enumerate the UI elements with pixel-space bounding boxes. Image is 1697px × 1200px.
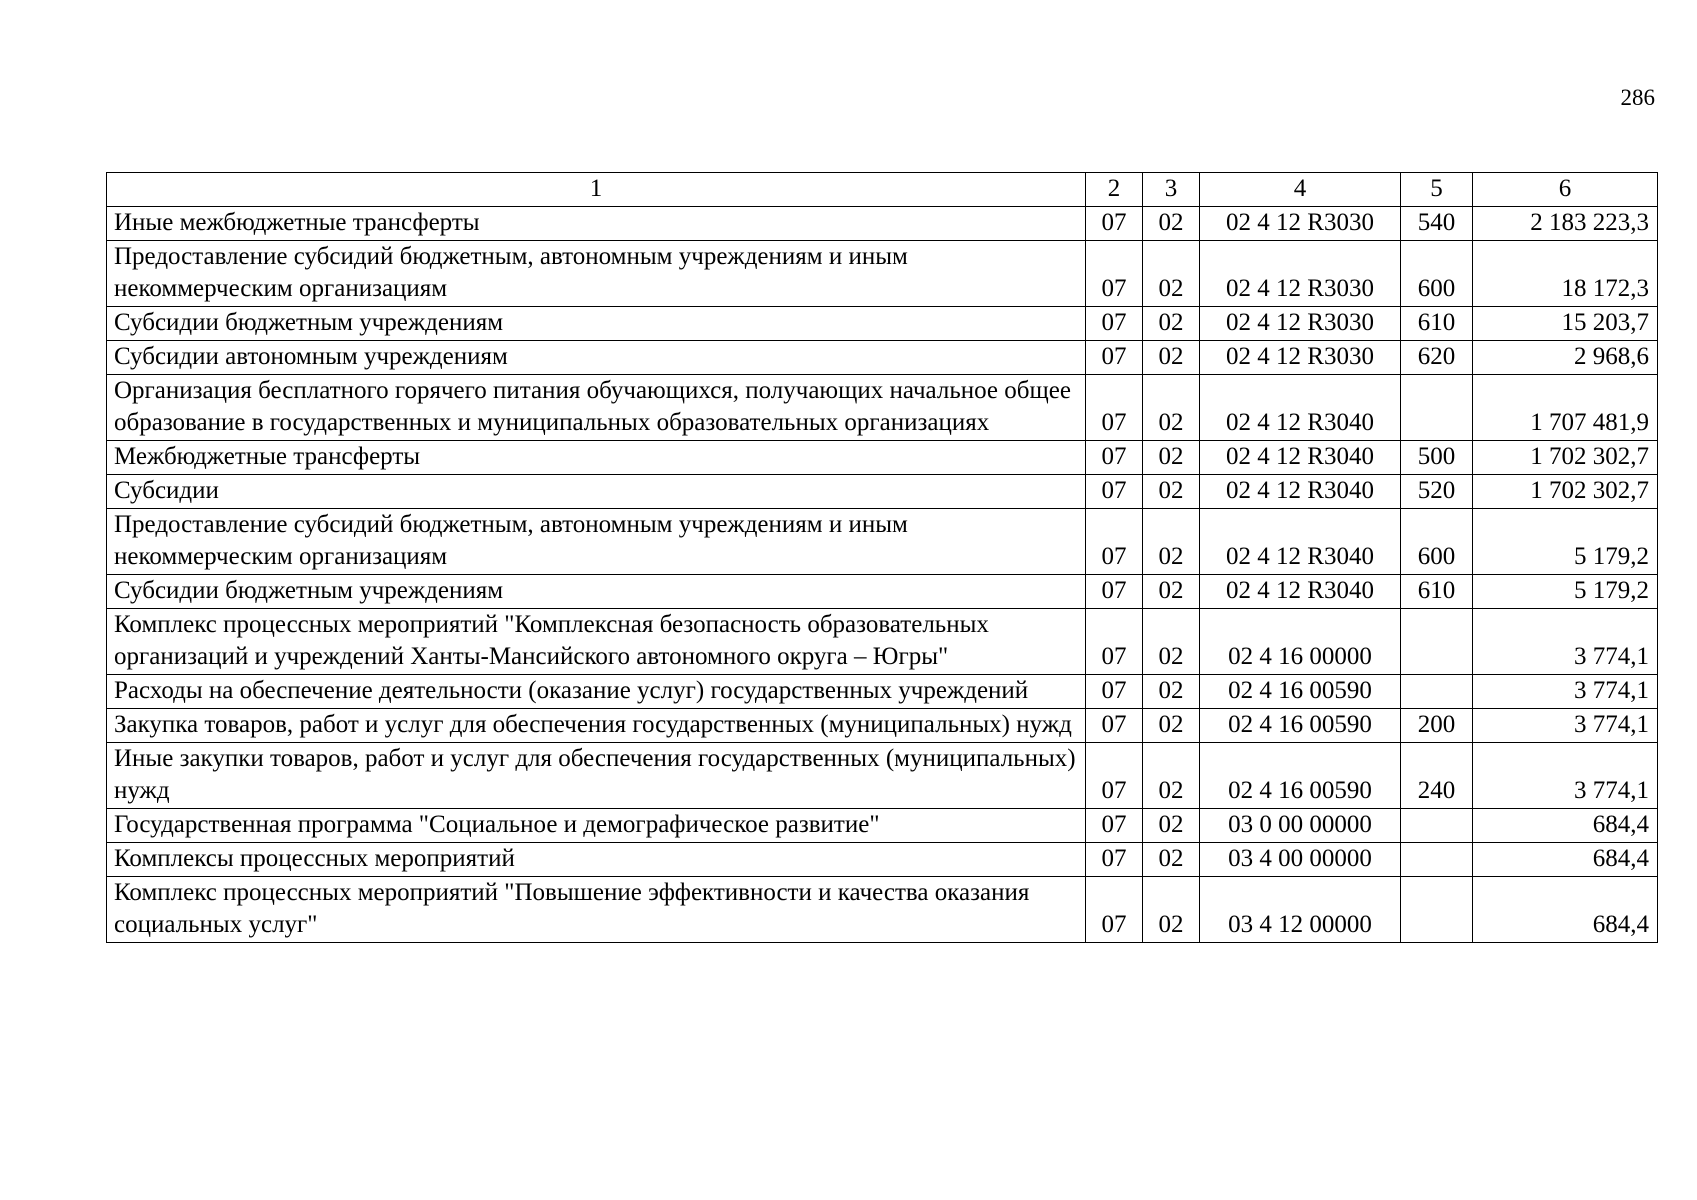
row-expense-type-cell: [1401, 375, 1473, 441]
row-section-cell: 07: [1086, 241, 1143, 307]
row-subsection-cell: 02: [1143, 743, 1200, 809]
row-section-cell: 07: [1086, 575, 1143, 609]
table-row: [107, 609, 1658, 675]
row-name-cell: Иные закупки товаров, работ и услуг для обеспечения государственных (муниципальных) нужд: [107, 743, 1086, 809]
table-row: [107, 709, 1658, 743]
row-section-cell: 07: [1086, 809, 1143, 843]
row-amount-cell: 15 203,7: [1473, 307, 1658, 341]
row-section-cell: 07: [1086, 609, 1143, 675]
row-subsection-cell: 02: [1143, 241, 1200, 307]
row-name-cell: Комплекс процессных мероприятий "Повышение эффективности и качества оказания социальных услуг": [107, 877, 1086, 943]
header-cell-3: 3: [1143, 173, 1200, 207]
row-name-cell: Государственная программа "Социальное и демографическое развитие": [107, 809, 1086, 843]
row-amount-cell: 1 702 302,7: [1473, 475, 1658, 509]
table-row: [107, 475, 1658, 509]
table-row: [107, 341, 1658, 375]
row-amount-cell: 18 172,3: [1473, 241, 1658, 307]
table-row: [107, 675, 1658, 709]
row-amount-cell: 5 179,2: [1473, 575, 1658, 609]
row-subsection-cell: 02: [1143, 575, 1200, 609]
row-section-cell: 07: [1086, 675, 1143, 709]
table-row: [107, 809, 1658, 843]
row-section-cell: 07: [1086, 509, 1143, 575]
row-section-cell: 07: [1086, 843, 1143, 877]
page-number: 286: [1620, 85, 1655, 110]
row-name-cell: Субсидии: [107, 475, 1086, 509]
table-row: [107, 743, 1658, 809]
budget-table-body: [107, 173, 1658, 943]
row-target-article-cell: 02 4 12 R3040: [1200, 509, 1401, 575]
row-section-cell: 07: [1086, 475, 1143, 509]
row-expense-type-cell: [1401, 809, 1473, 843]
row-subsection-cell: 02: [1143, 809, 1200, 843]
row-expense-type-cell: 620: [1401, 341, 1473, 375]
row-expense-type-cell: 610: [1401, 575, 1473, 609]
header-cell-1: 1: [107, 173, 1086, 207]
header-cell-5: 5: [1401, 173, 1473, 207]
row-subsection-cell: 02: [1143, 675, 1200, 709]
row-amount-cell: 3 774,1: [1473, 609, 1658, 675]
row-name-cell: Предоставление субсидий бюджетным, автономным учреждениям и иным некоммерческим организациям: [107, 509, 1086, 575]
row-section-cell: 07: [1086, 307, 1143, 341]
row-expense-type-cell: [1401, 877, 1473, 943]
row-name-cell: Субсидии бюджетным учреждениям: [107, 575, 1086, 609]
row-target-article-cell: 02 4 12 R3030: [1200, 241, 1401, 307]
table-row: [107, 441, 1658, 475]
row-name-cell: Иные межбюджетные трансферты: [107, 207, 1086, 241]
row-target-article-cell: 02 4 12 R3040: [1200, 575, 1401, 609]
row-subsection-cell: 02: [1143, 341, 1200, 375]
row-name-cell: Комплексы процессных мероприятий: [107, 843, 1086, 877]
header-cell-2: 2: [1086, 173, 1143, 207]
row-section-cell: 07: [1086, 441, 1143, 475]
row-name-cell: Межбюджетные трансферты: [107, 441, 1086, 475]
row-target-article-cell: 02 4 12 R3030: [1200, 207, 1401, 241]
row-expense-type-cell: 200: [1401, 709, 1473, 743]
row-name-cell: Расходы на обеспечение деятельности (оказание услуг) государственных учреждений: [107, 675, 1086, 709]
table-row: [107, 509, 1658, 575]
row-subsection-cell: 02: [1143, 375, 1200, 441]
row-subsection-cell: 02: [1143, 207, 1200, 241]
row-amount-cell: 3 774,1: [1473, 743, 1658, 809]
budget-table: [106, 172, 1658, 943]
row-amount-cell: 1 707 481,9: [1473, 375, 1658, 441]
row-name-cell: Предоставление субсидий бюджетным, автономным учреждениям и иным некоммерческим организациям: [107, 241, 1086, 307]
row-subsection-cell: 02: [1143, 475, 1200, 509]
row-target-article-cell: 03 4 12 00000: [1200, 877, 1401, 943]
row-amount-cell: 1 702 302,7: [1473, 441, 1658, 475]
row-expense-type-cell: [1401, 675, 1473, 709]
row-expense-type-cell: 600: [1401, 509, 1473, 575]
row-subsection-cell: 02: [1143, 441, 1200, 475]
row-subsection-cell: 02: [1143, 307, 1200, 341]
row-target-article-cell: 02 4 16 00000: [1200, 609, 1401, 675]
row-target-article-cell: 02 4 16 00590: [1200, 675, 1401, 709]
row-target-article-cell: 02 4 12 R3040: [1200, 475, 1401, 509]
row-expense-type-cell: 600: [1401, 241, 1473, 307]
row-amount-cell: 684,4: [1473, 809, 1658, 843]
row-name-cell: Организация бесплатного горячего питания обучающихся, получающих начальное общее образование в государственных и муниципальных образовательных организациях: [107, 375, 1086, 441]
row-expense-type-cell: 500: [1401, 441, 1473, 475]
row-section-cell: 07: [1086, 341, 1143, 375]
row-subsection-cell: 02: [1143, 609, 1200, 675]
row-amount-cell: 5 179,2: [1473, 509, 1658, 575]
row-name-cell: Субсидии автономным учреждениям: [107, 341, 1086, 375]
row-section-cell: 07: [1086, 743, 1143, 809]
row-target-article-cell: 03 0 00 00000: [1200, 809, 1401, 843]
header-cell-4: 4: [1200, 173, 1401, 207]
row-target-article-cell: 02 4 16 00590: [1200, 709, 1401, 743]
row-target-article-cell: 02 4 12 R3040: [1200, 375, 1401, 441]
row-target-article-cell: 02 4 16 00590: [1200, 743, 1401, 809]
table-header-row: [107, 173, 1658, 207]
row-section-cell: 07: [1086, 375, 1143, 441]
row-subsection-cell: 02: [1143, 843, 1200, 877]
row-expense-type-cell: 520: [1401, 475, 1473, 509]
row-amount-cell: 2 968,6: [1473, 341, 1658, 375]
row-target-article-cell: 02 4 12 R3030: [1200, 307, 1401, 341]
row-section-cell: 07: [1086, 877, 1143, 943]
row-target-article-cell: 02 4 12 R3030: [1200, 341, 1401, 375]
header-cell-6: 6: [1473, 173, 1658, 207]
row-amount-cell: 684,4: [1473, 877, 1658, 943]
row-expense-type-cell: [1401, 843, 1473, 877]
row-target-article-cell: 03 4 00 00000: [1200, 843, 1401, 877]
row-expense-type-cell: 240: [1401, 743, 1473, 809]
row-expense-type-cell: [1401, 609, 1473, 675]
row-expense-type-cell: 610: [1401, 307, 1473, 341]
row-name-cell: Субсидии бюджетным учреждениям: [107, 307, 1086, 341]
row-amount-cell: 2 183 223,3: [1473, 207, 1658, 241]
row-section-cell: 07: [1086, 709, 1143, 743]
row-expense-type-cell: 540: [1401, 207, 1473, 241]
row-subsection-cell: 02: [1143, 709, 1200, 743]
row-name-cell: Комплекс процессных мероприятий "Комплексная безопасность образовательных организаций и учреждений Ханты-Мансийского автономного округа – Югры": [107, 609, 1086, 675]
row-target-article-cell: 02 4 12 R3040: [1200, 441, 1401, 475]
table-row: [107, 877, 1658, 943]
row-amount-cell: 3 774,1: [1473, 675, 1658, 709]
table-row: [107, 375, 1658, 441]
row-amount-cell: 3 774,1: [1473, 709, 1658, 743]
table-row: [107, 575, 1658, 609]
table-row: [107, 241, 1658, 307]
table-row: [107, 843, 1658, 877]
row-name-cell: Закупка товаров, работ и услуг для обеспечения государственных (муниципальных) нужд: [107, 709, 1086, 743]
table-row: [107, 207, 1658, 241]
row-subsection-cell: 02: [1143, 877, 1200, 943]
table-row: [107, 307, 1658, 341]
row-amount-cell: 684,4: [1473, 843, 1658, 877]
row-section-cell: 07: [1086, 207, 1143, 241]
row-subsection-cell: 02: [1143, 509, 1200, 575]
